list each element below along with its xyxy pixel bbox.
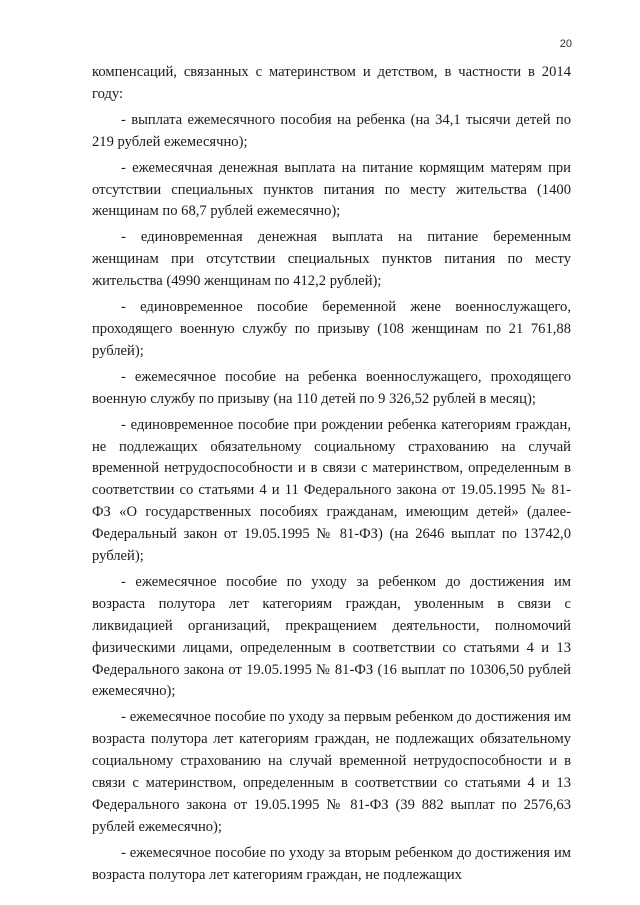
list-item: - ежемесячное пособие на ребенка военнослужащего, проходящего военную службу по призыву (на 110 детей по 9 326,52 рублей в месяц);	[92, 368, 571, 407]
list-item: - ежемесячное пособие по уходу за вторым ребенком до достижения им возраста полутора лет категориям граждан, не подлежащих	[92, 844, 571, 883]
list-item: - ежемесячная денежная выплата на питание кормящим матерям при отсутствии специальных пунктов питания по месту жительства (1400 женщинам по 68,7 рублей ежемесячно);	[92, 159, 571, 220]
list-item: - единовременное пособие беременной жене военнослужащего, проходящего военную службу по призыву (108 женщинам по 21 761,88 рублей);	[92, 299, 571, 359]
list-item: - выплата ежемесячного пособия на ребенка (на 34,1 тысячи детей по 219 рублей ежемесячно);	[92, 111, 571, 150]
list-item: - ежемесячное пособие по уходу за ребенком до достижения им возраста полутора лет категориям граждан, уволенным в связи с ликвидацией организаций, прекращением деятельности, полномочий физическими лицами, определенным в соответствии со статьями 4 и 13 Федерального закона от 19.05.1995 № 81-ФЗ (16 выплат по 10306,50 рублей ежемесячно);	[92, 573, 571, 700]
document-body	[92, 62, 571, 891]
list-item: - единовременное пособие при рождении ребенка категориям граждан, не подлежащих обязательному социальному страхованию на случай временной нетрудоспособности и в связи с материнством, определенным в соответствии со статьями 4 и 11 Федерального закона от 19.05.1995 № 81-ФЗ «О государственных пособиях гражданам, имеющим детей» (далее-Федеральный закон от 19.05.1995 № 81-ФЗ) (на 2646 выплат по 13742,0 рублей);	[92, 416, 571, 565]
page-number: 20	[559, 38, 572, 50]
list-item: - единовременная денежная выплата на питание беременным женщинам при отсутствии специальных пунктов питания по месту жительства (4990 женщинам по 412,2 рублей);	[92, 229, 571, 290]
paragraph-intro: компенсаций, связанных с материнством и детством, в частности в 2014 году:	[92, 64, 571, 102]
list-item: - ежемесячное пособие по уходу за первым ребенком до достижения им возраста полутора лет категориям граждан, не подлежащих обязательному социальному страхованию на случай временной нетрудоспособности и в связи с материнством, определенным в соответствии со статьями 4 и 13 Федерального закона от 19.05.1995 № 81-ФЗ (39 882 выплат по 2576,63 рублей ежемесячно);	[92, 709, 571, 835]
